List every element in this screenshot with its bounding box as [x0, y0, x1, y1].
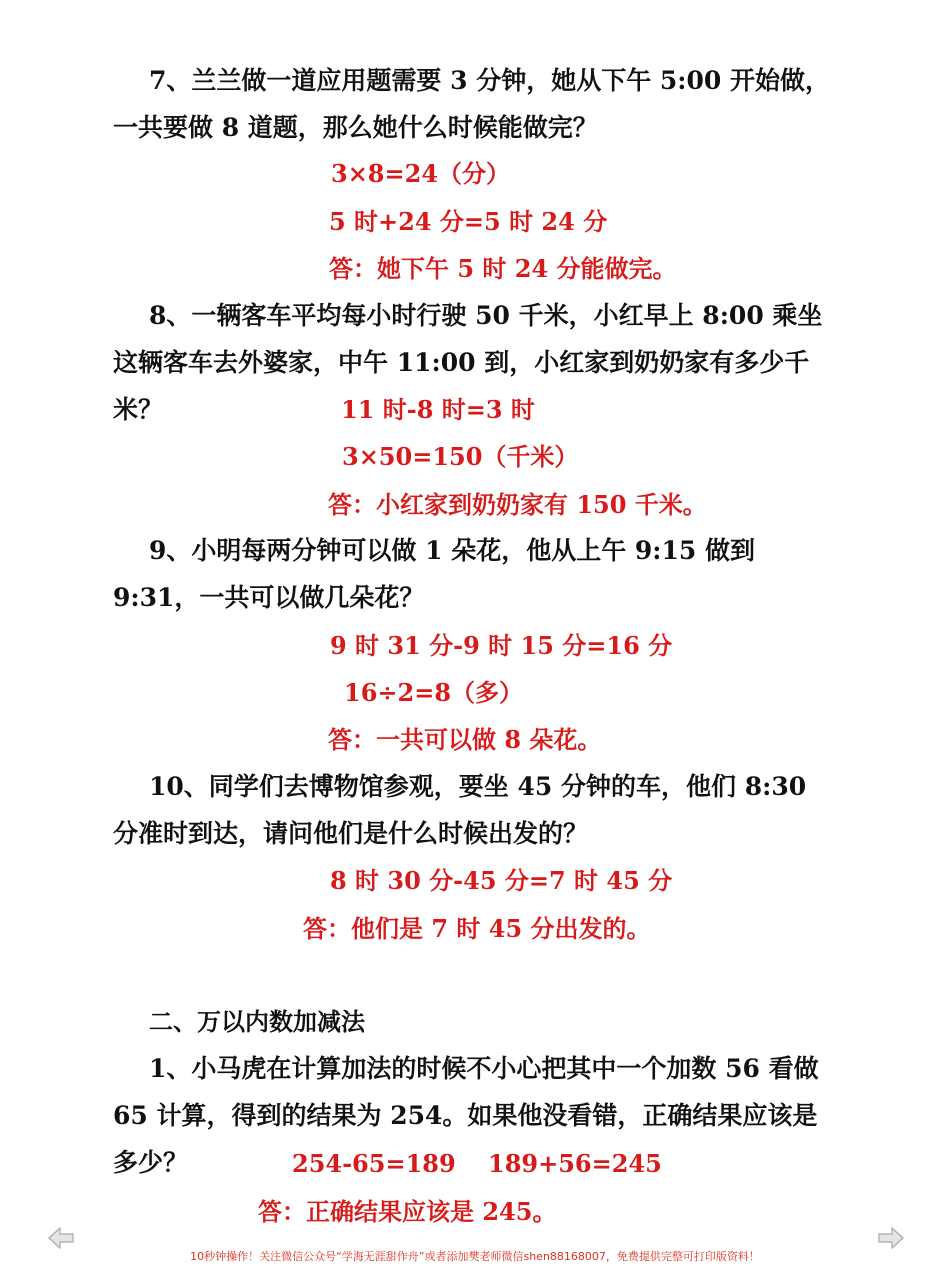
q7-answer: 答：她下午 5 时 24 分能做完。	[329, 254, 677, 283]
section2-step-1: 254-65=189 189+56=245	[292, 1149, 662, 1178]
question-8: 8、一辆客车平均每小时行驶 50 千米，小红早上 8:00 乘坐这辆客车去外婆家，中午 11:00 到，小红家到奶奶家有多少千米？	[113, 301, 823, 424]
section-title: 二、万以内数加减法	[149, 1007, 365, 1036]
section2-question-1: 1、小马虎在计算加法的时候不小心把其中一个加数 56 看做 65 计算，得到的结果为 254。如果他没看错，正确结果应该是多少？	[113, 1054, 819, 1177]
q8-step-2: 3×50=150（千米）	[342, 442, 579, 471]
q7-step-1: 3×8=24（分）	[331, 159, 511, 188]
q9-step-2: 16÷2=8（多）	[344, 678, 524, 707]
q9-answer: 答：一共可以做 8 朵花。	[328, 725, 602, 754]
footer-promo: 10秒钟操作！关注微信公众号“学海无涯甜作舟”或者添加樊老师微信shen88168007，免费提供完整可打印版资料！	[190, 1250, 760, 1263]
section2-answer: 答：正确结果应该是 245。	[258, 1197, 557, 1226]
q9-step-1: 9 时 31 分-9 时 15 分=16 分	[330, 631, 673, 660]
q7-step-2: 5 时+24 分=5 时 24 分	[329, 207, 608, 236]
q8-answer: 答：小红家到奶奶家有 150 千米。	[328, 490, 707, 519]
question-10: 10、同学们去博物馆参观，要坐 45 分钟的车，他们 8:30 分准时到达，请问他们是什么时候出发的？	[113, 772, 807, 848]
q8-step-1: 11 时-8 时=3 时	[341, 395, 535, 424]
q10-answer: 答：他们是 7 时 45 分出发的。	[303, 914, 651, 943]
question-9: 9、小明每两分钟可以做 1 朵花，他从上午 9:15 做到 9:31，一共可以做几朵花？	[113, 536, 756, 612]
question-7: 7、兰兰做一道应用题需要 3 分钟，她从下午 5:00 开始做，一共要做 8 道题，那么她什么时候能做完？	[113, 66, 831, 142]
q10-step-1: 8 时 30 分-45 分=7 时 45 分	[330, 866, 673, 895]
